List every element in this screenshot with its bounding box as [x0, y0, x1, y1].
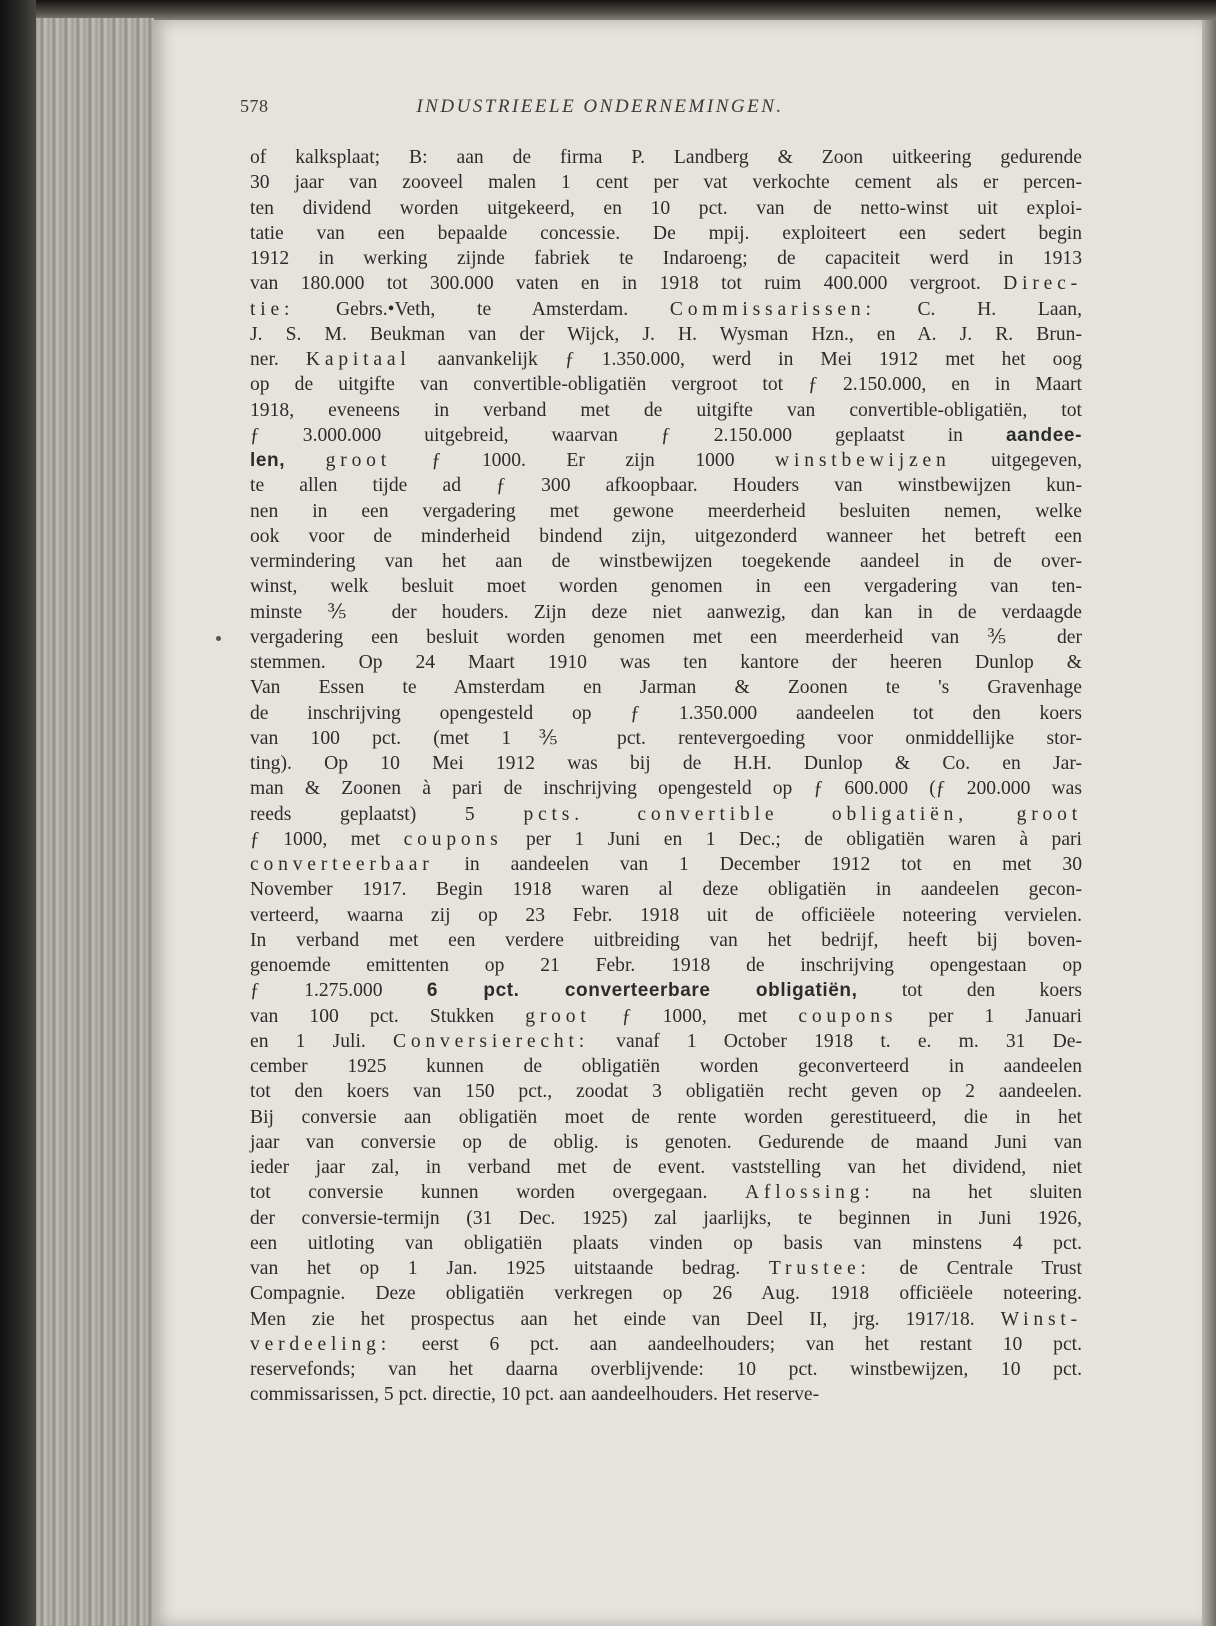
text-segment: verteerd, waarna zij op 23 Febr. 1918 uit de officiëele noteering vervielen. — [250, 904, 1082, 926]
text-line — [250, 170, 1082, 195]
text-segment: vanaf 1 October 1918 t. e. m. 31 De- — [589, 1030, 1082, 1052]
emphasized-text: Aflossing: — [744, 1182, 875, 1204]
text-segment: van 180.000 tot 300.000 vaten en in 1918 tot ruim 400.000 vergroot. — [250, 273, 1004, 295]
text-segment: ƒ 3.000.000 uitgebreid, waarvan ƒ 2.150.000 geplaatst in — [250, 424, 1006, 446]
text-segment: eerst 6 pct. aan aandeelhouders; van het restant 10 pct. — [390, 1333, 1082, 1355]
text-line — [250, 1180, 1082, 1205]
text-line — [250, 650, 1082, 675]
text-segment: reeds geplaatst) 5 — [250, 803, 524, 825]
text-line — [250, 448, 1082, 473]
page-stack-edges — [36, 18, 154, 1626]
text-line — [250, 903, 1082, 928]
text-line — [250, 1079, 1082, 1104]
text-segment: en 1 Juli. — [250, 1030, 393, 1052]
text-line — [250, 1004, 1082, 1029]
text-segment: na het sluiten — [874, 1182, 1082, 1204]
text-line — [250, 246, 1082, 271]
emphasized-text: groot — [1016, 803, 1082, 825]
text-segment: de Centrale Trust — [870, 1258, 1083, 1279]
text-line — [250, 675, 1082, 700]
text-line — [250, 953, 1082, 978]
text-segment: 1912 in werking zijnde fabriek te Indaroeng; de capaciteit werd in 1913 — [250, 248, 1082, 269]
text-segment: van 100 pct. (met 1⅗ pct. rentevergoeding voor onmiddellijke stor- — [250, 727, 1082, 749]
emphasized-text: Trustee: — [768, 1258, 871, 1279]
text-segment: J. S. M. Beukman van der Wijck, J. H. Wysman Hzn., en A. J. R. Brun- — [250, 323, 1082, 345]
emphasized-text: coupons — [403, 828, 503, 850]
text-line — [250, 1054, 1082, 1079]
book-spine — [0, 0, 36, 1626]
emphasized-text: verdeeling: — [250, 1333, 391, 1355]
emphasized-text: pcts. convertible obligatiën, — [523, 803, 968, 825]
text-line — [250, 549, 1082, 574]
running-title: INDUSTRIEELE ONDERNEMINGEN. — [416, 96, 784, 117]
page-right-edge — [1202, 20, 1216, 1626]
text-segment: nen in een vergadering met gewone meerderheid besluiten nemen, welke — [250, 500, 1082, 522]
text-line — [250, 398, 1082, 423]
text-line — [250, 1029, 1082, 1054]
text-line — [250, 1231, 1082, 1256]
text-line — [250, 751, 1082, 776]
emphasized-text: Commissarissen: — [669, 298, 876, 320]
text-segment: de inschrijving opengesteld op ƒ 1.350.000 aandeelen tot den koers — [250, 702, 1082, 724]
emphasized-text: Winst- — [1000, 1308, 1082, 1330]
emphasized-text: Conversierecht: — [392, 1030, 590, 1052]
body-text — [250, 145, 1082, 1408]
text-line — [250, 928, 1082, 953]
text-line — [250, 776, 1082, 801]
text-line — [250, 1256, 1082, 1281]
text-segment: reservefonds; van het daarna overblijvende: 10 pct. winstbewijzen, 10 pct. — [250, 1359, 1082, 1380]
text-segment: ƒ 1000. Er zijn 1000 — [391, 450, 776, 471]
book-top-edge — [0, 0, 1216, 22]
text-segment: stemmen. Op 24 Maart 1910 was ten kantore der heeren Dunlop & — [250, 652, 1082, 673]
text-segment: genoemde emittenten op 21 Febr. 1918 de inschrijving opengestaan op — [250, 955, 1082, 976]
text-segment: November 1917. Begin 1918 waren al deze obligatiën in aandeelen gecon- — [250, 879, 1082, 901]
emphasized-text: Direc- — [1003, 273, 1082, 295]
text-line — [250, 852, 1082, 877]
text-segment: tot den koers van 150 pct., zoodat 3 obligatiën recht geven op 2 aandeelen. — [250, 1081, 1082, 1103]
text-segment: van het op 1 Jan. 1925 uitstaande bedrag. — [250, 1258, 769, 1279]
text-line — [250, 271, 1082, 296]
text-segment: ieder jaar zal, in verband met de event. vaststelling van het dividend, niet — [250, 1157, 1082, 1178]
page-number: 578 — [240, 96, 269, 116]
text-line — [250, 600, 1082, 625]
emphasized-text: tie: — [250, 298, 295, 320]
text-segment: 1918, eveneens in verband met de uitgifte van convertible-obligatiën, tot — [250, 399, 1082, 421]
text-line — [250, 1357, 1082, 1382]
text-segment: aanvankelijk ƒ 1.350.000, werd in Mei 1912 met het oog — [410, 349, 1083, 370]
text-line — [250, 221, 1082, 246]
emphasized-text: groot — [525, 1005, 591, 1027]
text-line — [250, 499, 1082, 524]
text-segment — [968, 804, 1017, 825]
margin-mark — [216, 636, 221, 641]
text-segment: winst, welk besluit moet worden genomen in een vergadering van ten- — [250, 576, 1082, 598]
text-line — [250, 625, 1082, 650]
text-line — [250, 1281, 1082, 1306]
text-segment: ƒ 1.275.000 — [250, 980, 427, 1002]
text-segment: vermindering van het aan de winstbewijzen toegekende aandeel in de over- — [250, 551, 1082, 572]
text-line — [250, 322, 1082, 347]
text-line — [250, 877, 1082, 902]
text-segment: 30 jaar van zooveel malen 1 cent per vat verkochte cement als er percen- — [250, 172, 1082, 194]
text-line — [250, 726, 1082, 751]
text-segment: van 100 pct. Stukken — [250, 1005, 526, 1027]
text-segment: man & Zoonen à pari de inschrijving opengesteld op ƒ 600.000 (ƒ 200.000 was — [250, 778, 1082, 800]
text-segment: ƒ 1000, met — [590, 1005, 799, 1027]
text-segment: Van Essen te Amsterdam en Jarman & Zoonen te 's Gravenhage — [250, 677, 1082, 699]
text-segment: der conversie-termijn (31 Dec. 1925) zal jaarlijks, te beginnen in Juni 1926, — [250, 1207, 1082, 1229]
emphasized-text: winstbewijzen — [775, 450, 951, 471]
text-segment: Gebrs.•Veth, te Amsterdam. — [294, 298, 670, 320]
text-segment: in aandeelen van 1 December 1912 tot en met 30 — [433, 854, 1082, 875]
text-segment: ƒ 1000, met — [250, 828, 404, 850]
text-line — [250, 473, 1082, 498]
text-segment: cember 1925 kunnen de obligatiën worden geconverteerd in aandeelen — [250, 1056, 1082, 1077]
text-segment: een uitloting van obligatiën plaats vinden op basis van minstens 4 pct. — [250, 1232, 1082, 1254]
text-line — [250, 423, 1082, 448]
text-line — [250, 1206, 1082, 1231]
text-line — [250, 1105, 1082, 1130]
text-segment: Compagnie. Deze obligatiën verkregen op 26 Aug. 1918 officiëele noteering. — [250, 1283, 1082, 1305]
text-line — [250, 347, 1082, 372]
text-segment: vergadering een besluit worden genomen met een meerderheid van ⅗ der — [250, 626, 1082, 648]
text-segment: tot den koers — [857, 980, 1082, 1002]
text-line — [250, 1307, 1082, 1332]
text-line — [250, 1155, 1082, 1180]
emphasized-text: 6 pct. converteerbare obligatiën, — [426, 980, 858, 1002]
text-line — [250, 1332, 1082, 1357]
text-segment: Bij conversie aan obligatiën moet de rente worden gerestitueerd, die in het — [250, 1106, 1082, 1128]
text-line — [250, 372, 1082, 397]
text-line — [250, 574, 1082, 599]
text-segment: Men zie het prospectus aan het einde van Deel II, jrg. 1917/18. — [250, 1308, 1001, 1330]
emphasized-text: coupons — [798, 1005, 898, 1027]
emphasized-text: groot — [325, 450, 392, 471]
text-segment: tatie van een bepaalde concessie. De mpij. exploiteert een sedert begin — [250, 222, 1082, 244]
text-segment: tot conversie kunnen worden overgegaan. — [250, 1182, 745, 1204]
text-segment: jaar van conversie op de oblig. is genoten. Gedurende de maand Juni van — [250, 1131, 1082, 1153]
text-line — [250, 145, 1082, 170]
text-segment — [285, 450, 326, 471]
text-segment: te allen tijde ad ƒ 300 afkoopbaar. Houders van winstbewijzen kun- — [250, 475, 1082, 497]
emphasized-text: Kapitaal — [305, 349, 411, 370]
emphasized-text: aandee- — [1005, 424, 1082, 446]
text-segment: uitgegeven, — [950, 450, 1082, 471]
text-segment: minste ⅗ der houders. Zijn deze niet aanwezig, dan kan in de verdaagde — [250, 601, 1082, 623]
text-segment: op de uitgifte van convertible-obligatiën vergroot tot ƒ 2.150.000, en in Maart — [250, 374, 1082, 396]
emphasized-text: len, — [250, 450, 286, 471]
text-segment: per 1 Januari — [897, 1005, 1083, 1027]
text-segment: C. H. Laan, — [875, 298, 1082, 320]
text-segment: ten dividend worden uitgekeerd, en 10 pct. van de netto-winst uit exploi- — [250, 197, 1082, 219]
emphasized-text: converteerbaar — [250, 854, 434, 875]
text-line — [250, 701, 1082, 726]
text-line — [250, 297, 1082, 322]
text-line — [250, 1382, 1082, 1407]
text-line — [250, 802, 1082, 827]
text-segment: commissarissen, 5 pct. directie, 10 pct. aan aandeelhouders. Het reserve- — [250, 1384, 820, 1406]
page-header — [240, 96, 900, 122]
text-line — [250, 196, 1082, 221]
text-segment: In verband met een verdere uitbreiding van het bedrijf, heeft bij boven- — [250, 929, 1082, 951]
text-line — [250, 978, 1082, 1003]
text-segment: ook voor de minderheid bindend zijn, uitgezonderd wanneer het betreft een — [250, 525, 1082, 547]
text-line — [250, 1130, 1082, 1155]
text-segment: ting). Op 10 Mei 1912 was bij de H.H. Dunlop & Co. en Jar- — [250, 753, 1082, 774]
text-segment: ner. — [250, 349, 306, 370]
text-segment: per 1 Juni en 1 Dec.; de obligatiën waren à pari — [502, 828, 1082, 850]
text-line — [250, 524, 1082, 549]
text-segment: of kalksplaat; B: aan de firma P. Landberg & Zoon uitkeering gedurende — [250, 147, 1082, 168]
text-line — [250, 827, 1082, 852]
